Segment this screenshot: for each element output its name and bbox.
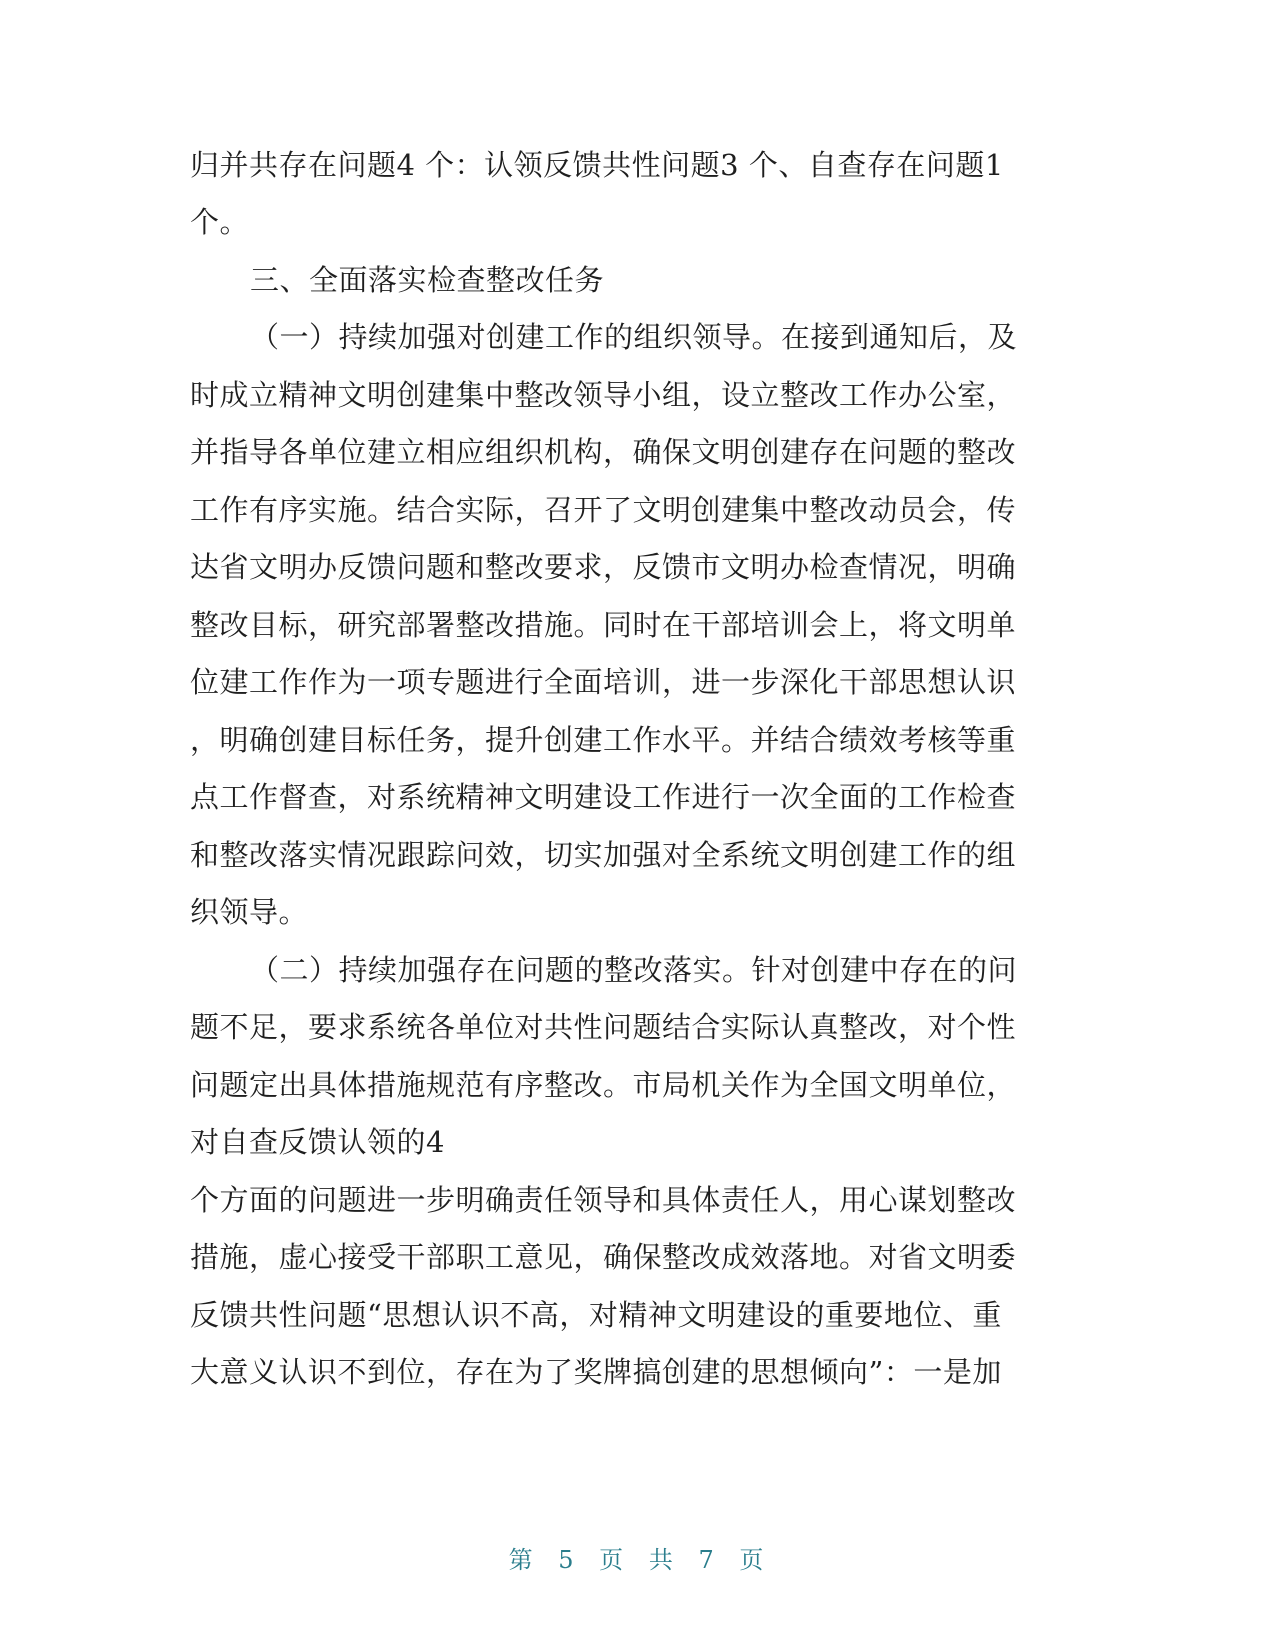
text-line: 和整改落实情况跟踪问效，切实加强对全系统文明创建工作的组 — [190, 838, 1017, 872]
text-line: 位建工作作为一项专题进行全面培训，进一步深化干部思想认识 — [190, 665, 1017, 699]
text-line: 个。 — [190, 205, 250, 239]
text-line: 对自查反馈认领的4 — [190, 1125, 445, 1159]
text-line: 大意义认识不到位，存在为了奖牌搞创建的思想倾向”：一是加 — [190, 1355, 1002, 1389]
footer-label-ye-2: 页 — [739, 1546, 767, 1574]
footer-label-gong: 共 — [648, 1546, 676, 1574]
text-line: 工作有序实施。结合实际，召开了文明创建集中整改动员会，传 — [190, 493, 1017, 527]
text-line: 达省文明办反馈问题和整改要求，反馈市文明办检查情况，明确 — [190, 550, 1017, 584]
text-line: 织领导。 — [190, 895, 309, 929]
paragraph-heading: （一）持续加强对创建工作的组织领导。在接到通知后，及 — [250, 320, 1018, 354]
text-line: 反馈共性问题“思想认识不高，对精神文明建设的重要地位、重 — [190, 1298, 1002, 1332]
text-line: ，明确创建目标任务，提升创建工作水平。并结合绩效考核等重 — [190, 723, 1017, 757]
text-line: 整改目标，研究部署整改措施。同时在干部培训会上，将文明单 — [190, 608, 1017, 642]
text-line: 点工作督查，对系统精神文明建设工作进行一次全面的工作检查 — [190, 780, 1017, 814]
text-line: 问题定出具体措施规范有序整改。市局机关作为全国文明单位， — [190, 1068, 1017, 1102]
total-pages-number: 7 — [698, 1546, 717, 1574]
text-line: 归并共存在问题4 个：认领反馈共性问题3 个、自查存在问题1 — [190, 148, 1004, 182]
paragraph-heading: （二）持续加强存在问题的整改落实。针对创建中存在的问 — [250, 953, 1018, 987]
text-line: 时成立精神文明创建集中整改领导小组，设立整改工作办公室， — [190, 378, 1017, 412]
text-line: 题不足，要求系统各单位对共性问题结合实际认真整改，对个性 — [190, 1010, 1017, 1044]
page-footer — [0, 1544, 1275, 1576]
text-line: 个方面的问题进一步明确责任领导和具体责任人，用心谋划整改 — [190, 1183, 1017, 1217]
current-page-number: 5 — [558, 1546, 577, 1574]
footer-label-ye: 页 — [599, 1546, 627, 1574]
footer-label-di: 第 — [508, 1546, 536, 1574]
section-heading: 三、全面落实检查整改任务 — [250, 263, 605, 297]
text-line: 措施，虚心接受干部职工意见，确保整改成效落地。对省文明委 — [190, 1240, 1017, 1274]
text-line: 并指导各单位建立相应组织机构，确保文明创建存在问题的整改 — [190, 435, 1017, 469]
